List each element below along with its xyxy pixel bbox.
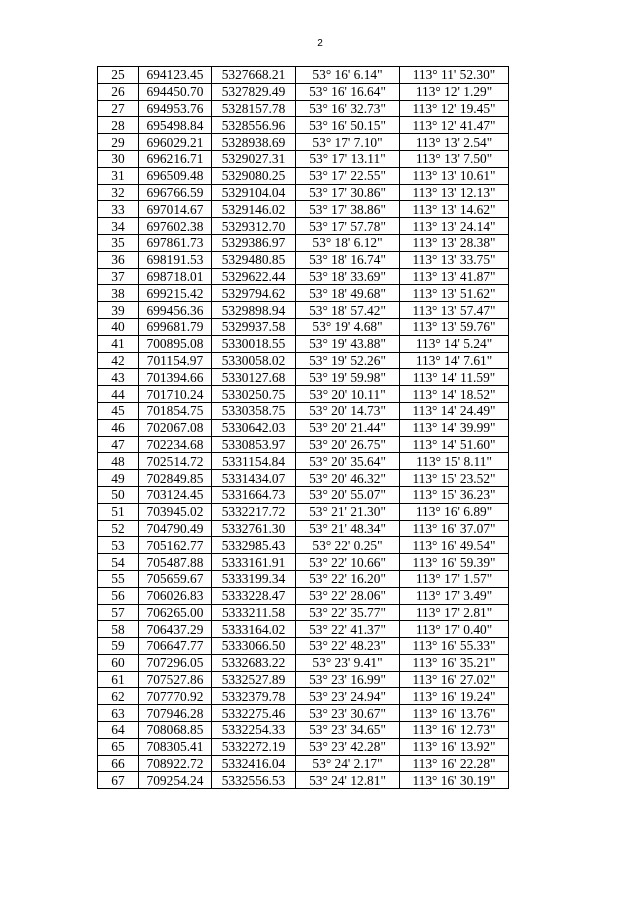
- table-row: [98, 570, 509, 587]
- table-row: [98, 251, 509, 268]
- latitude-cell: 53° 22' 0.25": [296, 537, 400, 554]
- table-row: [98, 638, 509, 655]
- point-number-cell: 49: [98, 470, 139, 487]
- easting-cell: 707296.05: [139, 654, 212, 671]
- latitude-cell: 53° 20' 21.44": [296, 419, 400, 436]
- easting-cell: 707770.92: [139, 688, 212, 705]
- longitude-cell: 113° 14' 11.59": [400, 369, 509, 386]
- longitude-cell: 113° 13' 14.62": [400, 201, 509, 218]
- table-row: [98, 100, 509, 117]
- longitude-cell: 113° 17' 3.49": [400, 587, 509, 604]
- point-number-cell: 55: [98, 570, 139, 587]
- easting-cell: 697861.73: [139, 234, 212, 251]
- northing-cell: 5328938.69: [212, 134, 296, 151]
- point-number-cell: 59: [98, 638, 139, 655]
- easting-cell: 707946.28: [139, 705, 212, 722]
- table-row: [98, 604, 509, 621]
- northing-cell: 5332275.46: [212, 705, 296, 722]
- longitude-cell: 113° 17' 0.40": [400, 621, 509, 638]
- table-row: [98, 234, 509, 251]
- table-row: [98, 302, 509, 319]
- latitude-cell: 53° 17' 7.10": [296, 134, 400, 151]
- longitude-cell: 113° 16' 49.54": [400, 537, 509, 554]
- easting-cell: 706647.77: [139, 638, 212, 655]
- table-row: [98, 621, 509, 638]
- longitude-cell: 113° 16' 13.92": [400, 738, 509, 755]
- table-row: [98, 402, 509, 419]
- page-number: 2: [317, 38, 323, 49]
- point-number-cell: 33: [98, 201, 139, 218]
- point-number-cell: 47: [98, 436, 139, 453]
- table-row: [98, 285, 509, 302]
- northing-cell: 5330853.97: [212, 436, 296, 453]
- northing-cell: 5328556.96: [212, 117, 296, 134]
- northing-cell: 5332272.19: [212, 738, 296, 755]
- northing-cell: 5332556.53: [212, 772, 296, 789]
- easting-cell: 702514.72: [139, 453, 212, 470]
- northing-cell: 5332379.78: [212, 688, 296, 705]
- latitude-cell: 53° 20' 35.64": [296, 453, 400, 470]
- latitude-cell: 53° 18' 33.69": [296, 268, 400, 285]
- point-number-cell: 54: [98, 554, 139, 571]
- table-row: [98, 755, 509, 772]
- easting-cell: 708068.85: [139, 722, 212, 739]
- latitude-cell: 53° 17' 13.11": [296, 150, 400, 167]
- longitude-cell: 113° 15' 23.52": [400, 470, 509, 487]
- table-row: [98, 436, 509, 453]
- easting-cell: 697014.67: [139, 201, 212, 218]
- easting-cell: 696216.71: [139, 150, 212, 167]
- easting-cell: 700895.08: [139, 335, 212, 352]
- table-row: [98, 167, 509, 184]
- latitude-cell: 53° 17' 57.78": [296, 218, 400, 235]
- latitude-cell: 53° 19' 4.68": [296, 318, 400, 335]
- easting-cell: 699215.42: [139, 285, 212, 302]
- point-number-cell: 27: [98, 100, 139, 117]
- latitude-cell: 53° 22' 28.06": [296, 587, 400, 604]
- easting-cell: 694123.45: [139, 67, 212, 84]
- table-row: [98, 654, 509, 671]
- longitude-cell: 113° 12' 41.47": [400, 117, 509, 134]
- northing-cell: 5329622.44: [212, 268, 296, 285]
- northing-cell: 5330127.68: [212, 369, 296, 386]
- longitude-cell: 113° 16' 30.19": [400, 772, 509, 789]
- northing-cell: 5330058.02: [212, 352, 296, 369]
- latitude-cell: 53° 23' 34.65": [296, 722, 400, 739]
- coordinates-table-body: [98, 67, 509, 789]
- point-number-cell: 28: [98, 117, 139, 134]
- easting-cell: 699681.79: [139, 318, 212, 335]
- easting-cell: 707527.86: [139, 671, 212, 688]
- easting-cell: 709254.24: [139, 772, 212, 789]
- northing-cell: 5332217.72: [212, 503, 296, 520]
- table-row: [98, 184, 509, 201]
- northing-cell: 5329386.97: [212, 234, 296, 251]
- point-number-cell: 43: [98, 369, 139, 386]
- longitude-cell: 113° 15' 36.23": [400, 486, 509, 503]
- longitude-cell: 113° 13' 10.61": [400, 167, 509, 184]
- latitude-cell: 53° 19' 59.98": [296, 369, 400, 386]
- latitude-cell: 53° 21' 48.34": [296, 520, 400, 537]
- table-row: [98, 352, 509, 369]
- longitude-cell: 113° 12' 19.45": [400, 100, 509, 117]
- easting-cell: 705162.77: [139, 537, 212, 554]
- latitude-cell: 53° 20' 55.07": [296, 486, 400, 503]
- table-row: [98, 470, 509, 487]
- longitude-cell: 113° 14' 5.24": [400, 335, 509, 352]
- table-row: [98, 486, 509, 503]
- point-number-cell: 63: [98, 705, 139, 722]
- latitude-cell: 53° 22' 41.37": [296, 621, 400, 638]
- table-row: [98, 386, 509, 403]
- latitude-cell: 53° 23' 24.94": [296, 688, 400, 705]
- northing-cell: 5331664.73: [212, 486, 296, 503]
- easting-cell: 703124.45: [139, 486, 212, 503]
- longitude-cell: 113° 16' 55.33": [400, 638, 509, 655]
- longitude-cell: 113° 16' 13.76": [400, 705, 509, 722]
- table-row: [98, 772, 509, 789]
- longitude-cell: 113° 16' 6.89": [400, 503, 509, 520]
- northing-cell: 5332416.04: [212, 755, 296, 772]
- northing-cell: 5329937.58: [212, 318, 296, 335]
- longitude-cell: 113° 13' 28.38": [400, 234, 509, 251]
- easting-cell: 698191.53: [139, 251, 212, 268]
- table-row: [98, 201, 509, 218]
- easting-cell: 699456.36: [139, 302, 212, 319]
- northing-cell: 5333164.02: [212, 621, 296, 638]
- longitude-cell: 113° 13' 2.54": [400, 134, 509, 151]
- longitude-cell: 113° 16' 59.39": [400, 554, 509, 571]
- longitude-cell: 113° 15' 8.11": [400, 453, 509, 470]
- table-row: [98, 150, 509, 167]
- point-number-cell: 38: [98, 285, 139, 302]
- point-number-cell: 50: [98, 486, 139, 503]
- longitude-cell: 113° 13' 33.75": [400, 251, 509, 268]
- longitude-cell: 113° 16' 12.73": [400, 722, 509, 739]
- point-number-cell: 37: [98, 268, 139, 285]
- latitude-cell: 53° 20' 10.11": [296, 386, 400, 403]
- easting-cell: 695498.84: [139, 117, 212, 134]
- easting-cell: 702067.08: [139, 419, 212, 436]
- northing-cell: 5332985.43: [212, 537, 296, 554]
- point-number-cell: 30: [98, 150, 139, 167]
- longitude-cell: 113° 17' 2.81": [400, 604, 509, 621]
- latitude-cell: 53° 17' 22.55": [296, 167, 400, 184]
- latitude-cell: 53° 22' 10.66": [296, 554, 400, 571]
- northing-cell: 5332761.30: [212, 520, 296, 537]
- table-row: [98, 537, 509, 554]
- northing-cell: 5332683.22: [212, 654, 296, 671]
- easting-cell: 706437.29: [139, 621, 212, 638]
- northing-cell: 5329794.62: [212, 285, 296, 302]
- table-row: [98, 587, 509, 604]
- northing-cell: 5333066.50: [212, 638, 296, 655]
- table-row: [98, 738, 509, 755]
- northing-cell: 5329480.85: [212, 251, 296, 268]
- table-row: [98, 503, 509, 520]
- table-row: [98, 722, 509, 739]
- easting-cell: 697602.38: [139, 218, 212, 235]
- latitude-cell: 53° 21' 21.30": [296, 503, 400, 520]
- point-number-cell: 41: [98, 335, 139, 352]
- northing-cell: 5331434.07: [212, 470, 296, 487]
- point-number-cell: 42: [98, 352, 139, 369]
- latitude-cell: 53° 16' 32.73": [296, 100, 400, 117]
- table-row: [98, 83, 509, 100]
- point-number-cell: 56: [98, 587, 139, 604]
- longitude-cell: 113° 16' 35.21": [400, 654, 509, 671]
- point-number-cell: 53: [98, 537, 139, 554]
- longitude-cell: 113° 14' 39.99": [400, 419, 509, 436]
- point-number-cell: 61: [98, 671, 139, 688]
- northing-cell: 5329104.04: [212, 184, 296, 201]
- table-row: [98, 117, 509, 134]
- point-number-cell: 32: [98, 184, 139, 201]
- northing-cell: 5327829.49: [212, 83, 296, 100]
- northing-cell: 5329146.02: [212, 201, 296, 218]
- point-number-cell: 44: [98, 386, 139, 403]
- latitude-cell: 53° 16' 6.14": [296, 67, 400, 84]
- easting-cell: 698718.01: [139, 268, 212, 285]
- easting-cell: 701394.66: [139, 369, 212, 386]
- easting-cell: 701854.75: [139, 402, 212, 419]
- table-row: [98, 671, 509, 688]
- longitude-cell: 113° 14' 7.61": [400, 352, 509, 369]
- latitude-cell: 53° 22' 35.77": [296, 604, 400, 621]
- table-row: [98, 67, 509, 84]
- latitude-cell: 53° 23' 16.99": [296, 671, 400, 688]
- longitude-cell: 113° 12' 1.29": [400, 83, 509, 100]
- longitude-cell: 113° 16' 37.07": [400, 520, 509, 537]
- table-row: [98, 218, 509, 235]
- northing-cell: 5333211.58: [212, 604, 296, 621]
- point-number-cell: 39: [98, 302, 139, 319]
- longitude-cell: 113° 13' 51.62": [400, 285, 509, 302]
- point-number-cell: 48: [98, 453, 139, 470]
- easting-cell: 694953.76: [139, 100, 212, 117]
- point-number-cell: 46: [98, 419, 139, 436]
- point-number-cell: 36: [98, 251, 139, 268]
- latitude-cell: 53° 22' 16.20": [296, 570, 400, 587]
- point-number-cell: 52: [98, 520, 139, 537]
- easting-cell: 696509.48: [139, 167, 212, 184]
- longitude-cell: 113° 13' 41.87": [400, 268, 509, 285]
- table-row: [98, 520, 509, 537]
- table-row: [98, 554, 509, 571]
- longitude-cell: 113° 13' 24.14": [400, 218, 509, 235]
- point-number-cell: 64: [98, 722, 139, 739]
- northing-cell: 5329080.25: [212, 167, 296, 184]
- northing-cell: 5330358.75: [212, 402, 296, 419]
- northing-cell: 5328157.78: [212, 100, 296, 117]
- latitude-cell: 53° 19' 43.88": [296, 335, 400, 352]
- easting-cell: 702849.85: [139, 470, 212, 487]
- easting-cell: 705487.88: [139, 554, 212, 571]
- northing-cell: 5329027.31: [212, 150, 296, 167]
- table-row: [98, 369, 509, 386]
- longitude-cell: 113° 11' 52.30": [400, 67, 509, 84]
- latitude-cell: 53° 24' 12.81": [296, 772, 400, 789]
- point-number-cell: 62: [98, 688, 139, 705]
- easting-cell: 701154.97: [139, 352, 212, 369]
- longitude-cell: 113° 16' 27.02": [400, 671, 509, 688]
- easting-cell: 701710.24: [139, 386, 212, 403]
- latitude-cell: 53° 19' 52.26": [296, 352, 400, 369]
- northing-cell: 5327668.21: [212, 67, 296, 84]
- latitude-cell: 53° 23' 42.28": [296, 738, 400, 755]
- longitude-cell: 113° 16' 19.24": [400, 688, 509, 705]
- longitude-cell: 113° 13' 59.76": [400, 318, 509, 335]
- longitude-cell: 113° 13' 57.47": [400, 302, 509, 319]
- point-number-cell: 60: [98, 654, 139, 671]
- latitude-cell: 53° 18' 49.68": [296, 285, 400, 302]
- table-row: [98, 268, 509, 285]
- easting-cell: 703945.02: [139, 503, 212, 520]
- point-number-cell: 40: [98, 318, 139, 335]
- northing-cell: 5333199.34: [212, 570, 296, 587]
- easting-cell: 706265.00: [139, 604, 212, 621]
- latitude-cell: 53° 17' 38.86": [296, 201, 400, 218]
- table-row: [98, 453, 509, 470]
- easting-cell: 694450.70: [139, 83, 212, 100]
- northing-cell: 5330642.03: [212, 419, 296, 436]
- point-number-cell: 57: [98, 604, 139, 621]
- table-row: [98, 705, 509, 722]
- easting-cell: 704790.49: [139, 520, 212, 537]
- longitude-cell: 113° 13' 12.13": [400, 184, 509, 201]
- longitude-cell: 113° 16' 22.28": [400, 755, 509, 772]
- easting-cell: 708305.41: [139, 738, 212, 755]
- latitude-cell: 53° 20' 46.32": [296, 470, 400, 487]
- point-number-cell: 65: [98, 738, 139, 755]
- latitude-cell: 53° 20' 14.73": [296, 402, 400, 419]
- northing-cell: 5329898.94: [212, 302, 296, 319]
- latitude-cell: 53° 20' 26.75": [296, 436, 400, 453]
- longitude-cell: 113° 14' 18.52": [400, 386, 509, 403]
- easting-cell: 708922.72: [139, 755, 212, 772]
- point-number-cell: 51: [98, 503, 139, 520]
- point-number-cell: 58: [98, 621, 139, 638]
- table-row: [98, 335, 509, 352]
- coordinates-table: [97, 66, 509, 789]
- northing-cell: 5333161.91: [212, 554, 296, 571]
- easting-cell: 702234.68: [139, 436, 212, 453]
- easting-cell: 705659.67: [139, 570, 212, 587]
- latitude-cell: 53° 18' 6.12": [296, 234, 400, 251]
- table-row: [98, 419, 509, 436]
- latitude-cell: 53° 24' 2.17": [296, 755, 400, 772]
- northing-cell: 5330250.75: [212, 386, 296, 403]
- latitude-cell: 53° 16' 50.15": [296, 117, 400, 134]
- point-number-cell: 29: [98, 134, 139, 151]
- easting-cell: 696766.59: [139, 184, 212, 201]
- latitude-cell: 53° 17' 30.86": [296, 184, 400, 201]
- point-number-cell: 67: [98, 772, 139, 789]
- easting-cell: 706026.83: [139, 587, 212, 604]
- longitude-cell: 113° 17' 1.57": [400, 570, 509, 587]
- longitude-cell: 113° 14' 51.60": [400, 436, 509, 453]
- latitude-cell: 53° 18' 16.74": [296, 251, 400, 268]
- latitude-cell: 53° 16' 16.64": [296, 83, 400, 100]
- table-row: [98, 318, 509, 335]
- point-number-cell: 66: [98, 755, 139, 772]
- table-row: [98, 688, 509, 705]
- point-number-cell: 35: [98, 234, 139, 251]
- point-number-cell: 25: [98, 67, 139, 84]
- latitude-cell: 53° 22' 48.23": [296, 638, 400, 655]
- point-number-cell: 26: [98, 83, 139, 100]
- northing-cell: 5332527.89: [212, 671, 296, 688]
- longitude-cell: 113° 14' 24.49": [400, 402, 509, 419]
- point-number-cell: 31: [98, 167, 139, 184]
- latitude-cell: 53° 23' 9.41": [296, 654, 400, 671]
- table-row: [98, 134, 509, 151]
- easting-cell: 696029.21: [139, 134, 212, 151]
- northing-cell: 5329312.70: [212, 218, 296, 235]
- northing-cell: 5332254.33: [212, 722, 296, 739]
- northing-cell: 5333228.47: [212, 587, 296, 604]
- northing-cell: 5331154.84: [212, 453, 296, 470]
- longitude-cell: 113° 13' 7.50": [400, 150, 509, 167]
- point-number-cell: 34: [98, 218, 139, 235]
- latitude-cell: 53° 23' 30.67": [296, 705, 400, 722]
- point-number-cell: 45: [98, 402, 139, 419]
- northing-cell: 5330018.55: [212, 335, 296, 352]
- latitude-cell: 53° 18' 57.42": [296, 302, 400, 319]
